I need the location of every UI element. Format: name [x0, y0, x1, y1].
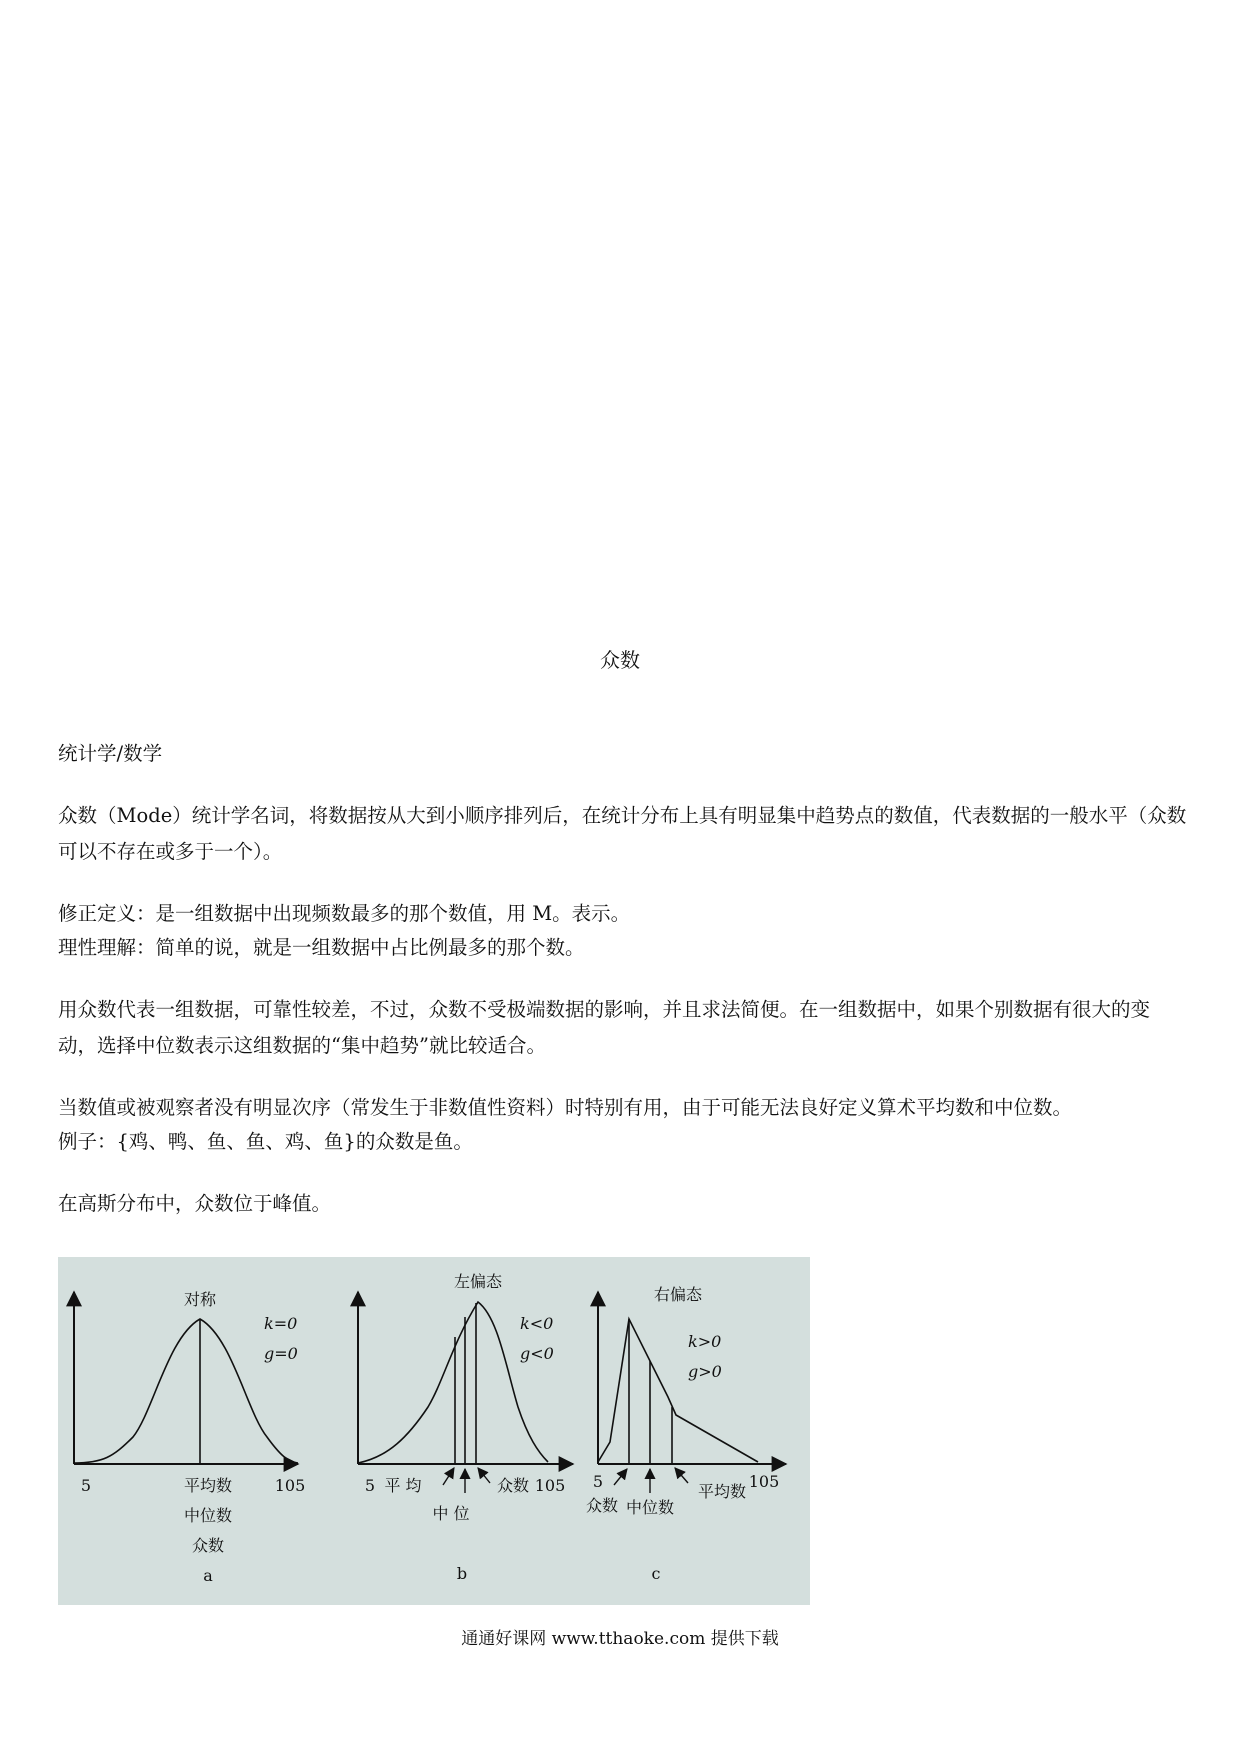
panel-c-xmax: 105 — [748, 1472, 780, 1491]
rational-understanding: 理性理解：简单的说，就是一组数据中占比例最多的那个数。 — [58, 936, 585, 959]
panel-a-title: 对称 — [183, 1290, 217, 1309]
panel-a-label-mean: 平均数 — [183, 1476, 233, 1495]
definition-paragraph: 众数（Mode）统计学名词，将数据按从大到小顺序排列后，在统计分布上具有明显集中趋势点的数值，代表数据的一般水平（众数可以不存在或多于一个）。 — [58, 804, 1187, 863]
panel-c-xmin: 5 — [592, 1472, 604, 1491]
panel-b-xmax: 105 — [534, 1476, 566, 1495]
panel-b — [358, 1272, 573, 1583]
gaussian-note: 在高斯分布中，众数位于峰值。 — [58, 1192, 332, 1215]
panel-c-curve — [598, 1319, 758, 1462]
panel-b-mode-arrow — [478, 1468, 490, 1483]
panel-a-k: k=0 — [264, 1314, 298, 1333]
panel-a-g: g=0 — [264, 1344, 298, 1363]
panel-a-label-median: 中位数 — [183, 1506, 233, 1525]
panel-a — [74, 1290, 305, 1585]
panel-c-g: g>0 — [688, 1362, 722, 1381]
panel-b-label-median: 中 位 — [432, 1504, 470, 1523]
panel-b-label-mean: 平 均 — [384, 1476, 422, 1495]
category-line: 统计学/数学 — [58, 742, 163, 765]
revised-definition: 修正定义：是一组数据中出现频数最多的那个数值，用 M。表示。 — [58, 902, 631, 925]
ordinal-usage-paragraph: 当数值或被观察者没有明显次序（常发生于非数值性资料）时特别有用，由于可能无法良好定义算术平均数和中位数。 — [58, 1096, 1073, 1119]
panel-b-xmin: 5 — [364, 1476, 376, 1495]
panel-c-mean-arrow — [675, 1468, 688, 1483]
example-line: 例子：{鸡、鸭、鱼、鱼、鸡、鱼}的众数是鱼。 — [58, 1130, 473, 1153]
panel-c-caption: c — [651, 1564, 661, 1583]
panel-c-label-median: 中位数 — [625, 1498, 675, 1517]
panel-c-mode-arrow — [614, 1469, 627, 1485]
panel-c-label-mean: 平均数 — [697, 1482, 747, 1501]
panel-c — [586, 1285, 786, 1583]
panel-b-label-mode: 众数 — [496, 1476, 530, 1495]
panel-c-title: 右偏态 — [653, 1285, 703, 1304]
panel-a-caption: a — [203, 1566, 213, 1585]
panel-a-xmin: 5 — [80, 1476, 92, 1495]
panel-b-caption: b — [456, 1564, 468, 1583]
panel-b-g: g<0 — [520, 1344, 554, 1363]
document-title: 众数 — [600, 648, 640, 672]
panel-b-title: 左偏态 — [453, 1272, 503, 1291]
panel-c-label-mode: 众数 — [585, 1496, 619, 1515]
usage-paragraph: 用众数代表一组数据，可靠性较差，不过，众数不受极端数据的影响，并且求法简便。在一组数据中，如果个别数据有很大的变动，选择中位数表示这组数据的“集中趋势”就比较适合。 — [58, 998, 1151, 1057]
panel-c-k: k>0 — [688, 1332, 722, 1351]
panel-a-xmax: 105 — [274, 1476, 306, 1495]
footer-credit: 通通好课网 www.tthaoke.com 提供下载 — [461, 1629, 779, 1649]
distribution-diagrams — [58, 1257, 810, 1605]
panel-a-curve — [74, 1319, 298, 1463]
panel-b-mean-arrow — [443, 1468, 454, 1485]
panel-a-label-mode: 众数 — [191, 1536, 225, 1555]
distribution-figure — [58, 1257, 810, 1605]
panel-b-k: k<0 — [520, 1314, 554, 1333]
